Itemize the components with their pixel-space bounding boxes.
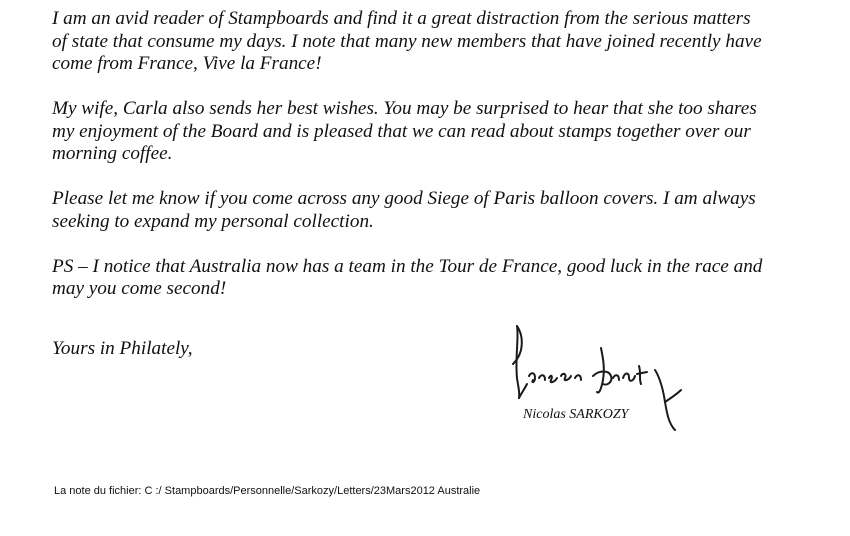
- signature-block: [505, 318, 695, 438]
- letter-body: [52, 8, 832, 323]
- signer-name: Nicolas SARKOZY: [523, 407, 629, 422]
- letter-paragraph: My wife, Carla also sends her best wishes. You may be surprised to hear that she too shares my enjoyment of the Board and is pleased that we can read about stamps together over our morning coffee.: [52, 98, 757, 164]
- letter-closing: Yours in Philately,: [52, 338, 193, 359]
- letter-paragraph: I am an avid reader of Stampboards and find it a great distraction from the serious matters of state that consume my days. I note that many new members that have joined recently have come from France, Vive la France!: [52, 8, 762, 74]
- file-note: La note du fichier: C :/ Stampboards/Personnelle/Sarkozy/Letters/23Mars2012 Australie: [54, 485, 481, 497]
- letter-paragraph: Please let me know if you come across any good Siege of Paris balloon covers. I am always seeking to expand my personal collection.: [52, 188, 756, 232]
- letter-paragraph: PS – I notice that Australia now has a team in the Tour de France, good luck in the race and may you come second!: [52, 255, 763, 299]
